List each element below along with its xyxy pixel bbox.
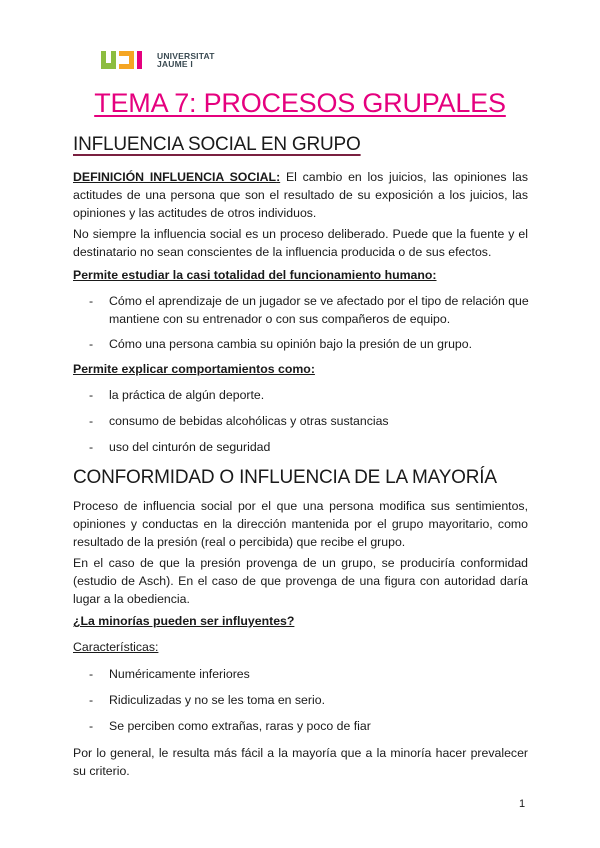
subheading-estudiar: Permite estudiar la casi totalidad del funcionamiento humano: <box>73 268 437 282</box>
paragraph-deliberado: No siempre la influencia social es un proceso deliberado. Puede que la fuente y el destinatario no sean conscientes de la influencia producida o de sus efectos. <box>73 227 528 259</box>
list-dash: - <box>89 719 94 733</box>
list-item-text: Cómo una persona cambia su opinión bajo la presión de un grupo. <box>109 337 472 351</box>
page-title: TEMA 7: PROCESOS GRUPALES <box>94 88 506 118</box>
logo-line-2: JAUME I <box>157 59 193 69</box>
list-dash: - <box>89 414 94 428</box>
logo-line-1: UNIVERSITAT <box>157 50 215 61</box>
list-item-text: uso del cinturón de seguridad <box>109 440 271 454</box>
list-dash: - <box>89 667 94 681</box>
list-item <box>89 665 529 683</box>
paragraph-closing: Por lo general, le resulta más fácil a la mayoría que a la minoría hacer prevalecer su criterio. <box>73 746 528 778</box>
list-item-text: Numéricamente inferiores <box>109 667 250 681</box>
paragraph-proceso: Proceso de influencia social por el que una persona modifica sus sentimientos, opiniones y conductas en la dirección mantenida por el grupo mayoritario, como resultado de la presión (real o percibida) que recibe el grupo. <box>73 499 528 549</box>
university-logo <box>100 50 215 70</box>
logo-wordmark <box>157 52 215 69</box>
list-item-text: Ridiculizadas y no se les toma en serio. <box>109 693 325 707</box>
list-item-text: consumo de bebidas alcohólicas y otras sustancias <box>109 414 389 428</box>
characteristics-label: Características: <box>73 640 159 654</box>
list-dash: - <box>89 388 94 402</box>
page-number: 1 <box>519 798 526 810</box>
uji-logo-icon <box>100 50 152 70</box>
list-item <box>89 386 529 404</box>
list-dash: - <box>89 294 94 308</box>
list-dash: - <box>89 693 94 707</box>
list-item <box>89 412 529 430</box>
section-heading-influencia: INFLUENCIA SOCIAL EN GRUPO <box>73 134 361 155</box>
list-item-text: Cómo el aprendizaje de un jugador se ve afectado por el tipo de relación que mantiene con su entrenador o con sus compañeros de equipo. <box>109 294 529 326</box>
paragraph-asch: En el caso de que la presión provenga de un grupo, se produciría conformidad (estudio de Asch). En el caso de que provenga de una figura con autoridad daría lugar a la obediencia. <box>73 556 528 606</box>
subheading-explicar: Permite explicar comportamientos como: <box>73 362 315 376</box>
list-item <box>89 438 529 456</box>
list-dash: - <box>89 440 94 454</box>
definition-colon: : <box>276 170 281 184</box>
section-heading-conformidad: CONFORMIDAD O INFLUENCIA DE LA MAYORÍA <box>73 467 497 488</box>
list-item-text: Se perciben como extrañas, raras y poco de fiar <box>109 719 371 733</box>
definition-paragraph <box>73 168 528 222</box>
definition-lead: DEFINICIÓN INFLUENCIA SOCIAL <box>73 170 277 184</box>
list-item <box>89 292 529 328</box>
list-dash: - <box>89 337 94 351</box>
definition-text: El cambio en los juicios, las opiniones las actitudes de una persona que son el resultado de su exposición a los juicios, las opiniones y las actitudes de otros individuos. <box>73 170 528 220</box>
list-item <box>89 691 529 709</box>
subheading-minorias: ¿La minorías pueden ser influyentes? <box>73 614 295 628</box>
list-item <box>89 717 529 735</box>
list-item <box>89 335 529 353</box>
list-item-text: la práctica de algún deporte. <box>109 388 265 402</box>
